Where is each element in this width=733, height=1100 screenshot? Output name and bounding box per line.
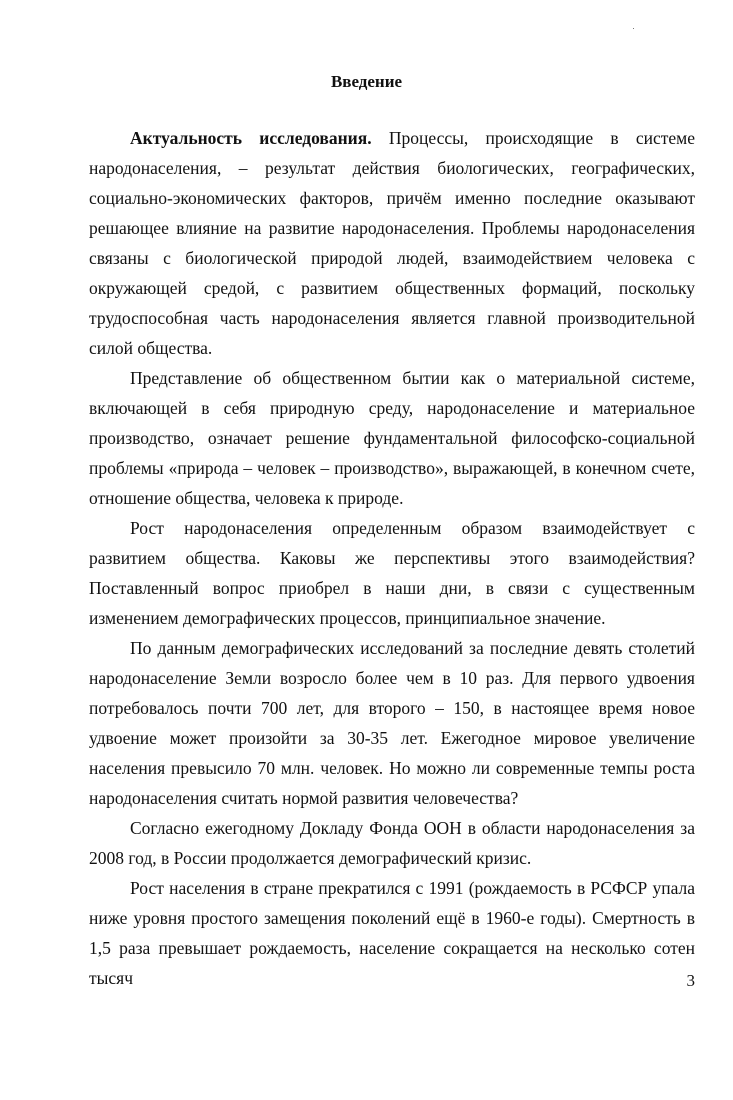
paragraph: Рост народонаселения определенным образом взаимодействует с развитием общества. Каковы же перспективы этого взаимодействия? Поставленный вопрос приобрел в наши дни, в связи с существенным изменением демографических процессов, принципиальное значение. bbox=[89, 518, 695, 628]
paragraph: Рост населения в стране прекратился с 1991 (рождаемость в РСФСР упала ниже уровня простого замещения поколений ещё в 1960-е годы). Смертность в 1,5 раза превышает рождаемость, население сокращается на несколько сотен тысяч bbox=[89, 878, 695, 988]
paragraph: Представление об общественном бытии как о материальной системе, включающей в себя природную среду, народонаселение и материальное производство, означает решение фундаментальной философско-социальной проблемы «природа – человек – производство», выражающей, в конечном счете, отношение общества, человека к природе. bbox=[89, 368, 695, 508]
scan-speck bbox=[633, 28, 634, 29]
paragraph-lead: Актуальность исследования. bbox=[130, 128, 372, 148]
paragraph-text: Процессы, происходящие в системе народонаселения, – результат действия биологических, географических, социально-экономических факторов, причём именно последние оказывают решающее влияние на развитие народонаселения. Проблемы народонаселения связаны с биологической природой людей, взаимодействием человека с окружающей средой, с развитием общественных формаций, поскольку трудоспособная часть народонаселения является главной производительной силой общества. bbox=[89, 128, 696, 358]
body-text bbox=[89, 123, 695, 993]
paragraph: По данным демографических исследований за последние девять столетий народонаселение Земли возросло более чем в 10 раз. Для первого удвоения потребовалось почти 700 лет, для второго – 150, в настоящее время новое удвоение может произойти за 30-35 лет. Ежегодное мировое увеличение населения превысило 70 млн. человек. Но можно ли современные темпы роста народонаселения считать нормой развития человечества? bbox=[89, 638, 695, 808]
paragraph: Согласно ежегодному Докладу Фонда ООН в области народонаселения за 2008 год, в России продолжается демографический кризис. bbox=[89, 818, 695, 868]
page-number: 3 bbox=[686, 971, 695, 990]
page-heading: Введение bbox=[330, 72, 403, 91]
paragraph-relevance bbox=[89, 123, 695, 363]
